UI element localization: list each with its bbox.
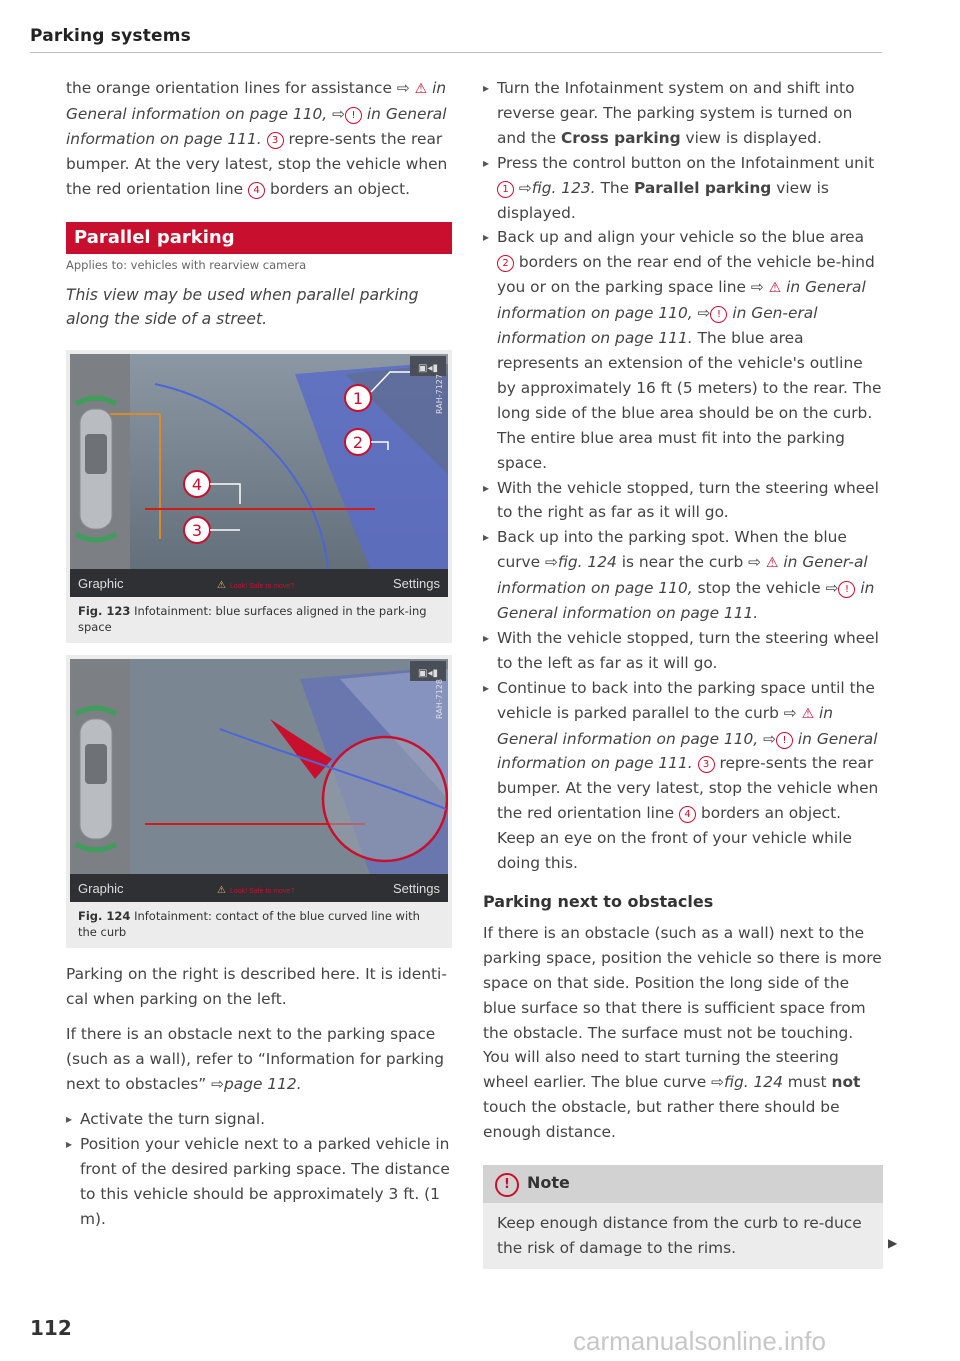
- svg-text:Graphic: Graphic: [78, 576, 124, 592]
- list-item: ▸ Position your vehicle next to a parked vehicle in front of the desired parking space. The distance to this vehicle should be approximately 3 ft. (1 m).: [66, 1132, 452, 1232]
- callout-1: 1: [497, 181, 514, 198]
- list-item: ▸ Turn the Infotainment system on and shift into reverse gear. The parking system is turned on and the Cross parking view is displayed.: [483, 76, 883, 151]
- applies-to-note: Applies to: vehicles with rearview camera: [66, 257, 307, 272]
- svg-text:1: 1: [352, 389, 364, 409]
- fig-123-link[interactable]: fig. 123.: [531, 178, 596, 197]
- lead-paragraph: This view may be used when parallel parking along the side of a street.: [66, 285, 419, 329]
- svg-text:3: 3: [191, 521, 203, 541]
- note-box: [483, 1165, 883, 1269]
- caution-icon: !: [838, 581, 855, 598]
- warning-icon: ⚠: [768, 280, 782, 297]
- warning-triangle-icon: ⚠: [217, 580, 226, 592]
- list-item: ▸ Activate the turn signal.: [66, 1107, 452, 1132]
- intro-paragraph: the orange orientation lines for assistance ⇨ ⚠ in General information on page 110, ⇨ ! in General information on page 111. 3 repre-sents the rear bumper. At the very latest, stop the vehicle when the red orientation line 4 borders an object.: [66, 79, 448, 198]
- steps-list-left: [66, 1107, 452, 1232]
- svg-text:2: 2: [352, 433, 364, 453]
- caution-icon: !: [710, 306, 727, 323]
- note-body: Keep enough distance from the curb to re-duce the risk of damage to the rims.: [497, 1214, 862, 1257]
- svg-text:RAH-7128: RAH-7128: [435, 679, 444, 720]
- continue-arrow-icon: ▶: [888, 1236, 898, 1250]
- fig-124-link[interactable]: fig. 124: [557, 553, 617, 572]
- warning-link[interactable]: in General information on page 110,: [497, 278, 866, 323]
- page-112-link[interactable]: page 112.: [224, 1074, 302, 1093]
- figure-123: [66, 350, 452, 643]
- warning-link[interactable]: in Gener-al information on page 110,: [497, 553, 868, 598]
- list-item: ▸ Press the control button on the Infotainment unit 1 ⇨fig. 123. The Parallel parking view is displayed.: [483, 151, 883, 226]
- caution-link[interactable]: in General information on page 111.: [497, 579, 875, 623]
- paragraph-obstacle-ref: If there is an obstacle next to the parking space (such as a wall), refer to “Information for parking next to obstacles” ⇨page 112.: [66, 1025, 445, 1093]
- warning-triangle-icon: ⚠: [217, 885, 226, 897]
- list-item: ▸ Continue to back into the parking space until the vehicle is parked parallel to the curb ⇨ ⚠ in General information on page 110, ⇨ ! in General information on page 111. 3 repre-sents the rear bumper. At the very latest, stop the vehicle when the red orientation line 4 borders an object. Keep an eye on the front of your vehicle while doing this.: [483, 676, 883, 876]
- callout-4: 4: [248, 182, 265, 199]
- warning-icon: ⚠: [414, 81, 428, 97]
- page-number: 112: [30, 1316, 72, 1340]
- warning-icon: ⚠: [801, 705, 815, 722]
- warning-link[interactable]: in General information on page 110,: [497, 703, 834, 748]
- callout-3: 3: [698, 756, 715, 773]
- steps-list-right: [483, 76, 883, 876]
- figure-123-image: [70, 354, 448, 597]
- warning-icon: ⚠: [765, 555, 779, 572]
- subheading-obstacles: Parking next to obstacles: [483, 892, 714, 911]
- callout-2: 2: [497, 255, 514, 272]
- caution-icon: !: [495, 1173, 519, 1197]
- obstacles-paragraph: If there is an obstacle (such as a wall) next to the parking space, position the vehicle so there is more space on that side. Position the long side of the blue surface so that there is sufficient space from the obstacle. The surface must not be touching. You will also need to start turning the steering wheel earlier. The blue curve ⇨fig. 124 must not touch the obstacle, but rather there should be enough distance.: [483, 923, 882, 1142]
- figure-124: [66, 655, 452, 948]
- note-header: ! Note: [483, 1165, 883, 1203]
- figure-124-image: [70, 659, 448, 902]
- figure-123-caption: Fig. 123 Infotainment: blue surfaces aligned in the park-ing space: [78, 604, 427, 635]
- list-item: ▸ Back up and align your vehicle so the blue area 2 borders on the rear end of the vehicle be-hind you or on the parking space line ⇨ ⚠ in General information on page 110, ⇨ ! in Gen-eral information on page 111. The blue area represents an extension of the vehicle's outline by approximately 16 ft (5 meters) to the rear. The long side of the blue area should be on the curb. The entire blue area must fit into the parking space.: [483, 225, 883, 475]
- caution-link[interactable]: in General information on page 111.: [66, 104, 447, 148]
- svg-text:Settings: Settings: [393, 576, 440, 592]
- callout-3: 3: [267, 132, 284, 149]
- svg-text:Settings: Settings: [393, 881, 440, 897]
- warning-link[interactable]: in General information on page 110,: [66, 79, 447, 123]
- paragraph-right-side: Parking on the right is described here. It is identi-cal when parking on the left.: [66, 965, 447, 1009]
- svg-text:Graphic: Graphic: [78, 881, 124, 897]
- left-column: [66, 76, 452, 1231]
- right-column: [483, 76, 883, 1269]
- watermark: carmanualsonline.info: [573, 1326, 826, 1356]
- svg-text:▣◂▮: ▣◂▮: [418, 668, 438, 680]
- svg-text:4: 4: [191, 475, 203, 495]
- callout-4: 4: [679, 806, 696, 823]
- section-bar-parallel-parking: Parallel parking: [66, 222, 452, 254]
- caution-link[interactable]: in Gen-eral information on page 111.: [497, 304, 818, 348]
- list-item: ▸ With the vehicle stopped, turn the steering wheel to the left as far as it will go.: [483, 626, 883, 676]
- caution-icon: !: [345, 107, 362, 124]
- list-item: ▸ Back up into the parking spot. When the blue curve ⇨fig. 124 is near the curb ⇨ ⚠ in Gener-al information on page 110, stop the vehicle ⇨ ! in General information on page 111.: [483, 525, 883, 626]
- figure-124-caption: Fig. 124 Infotainment: contact of the blue curved line with the curb: [78, 909, 420, 940]
- svg-text:RAH-7127: RAH-7127: [435, 374, 444, 415]
- header-rule: [30, 52, 882, 53]
- section-header: Parking systems: [30, 26, 191, 46]
- svg-text:Look! Safe to move?: Look! Safe to move?: [230, 583, 295, 591]
- list-item: ▸ With the vehicle stopped, turn the steering wheel to the right as far as it will go.: [483, 476, 883, 526]
- svg-text:▣◂▮: ▣◂▮: [418, 363, 438, 375]
- svg-text:Look! Safe to move?: Look! Safe to move?: [230, 888, 295, 896]
- fig-124-link[interactable]: fig. 124: [724, 1073, 783, 1092]
- caution-icon: !: [776, 732, 793, 749]
- caution-link[interactable]: in General information on page 111.: [497, 729, 878, 773]
